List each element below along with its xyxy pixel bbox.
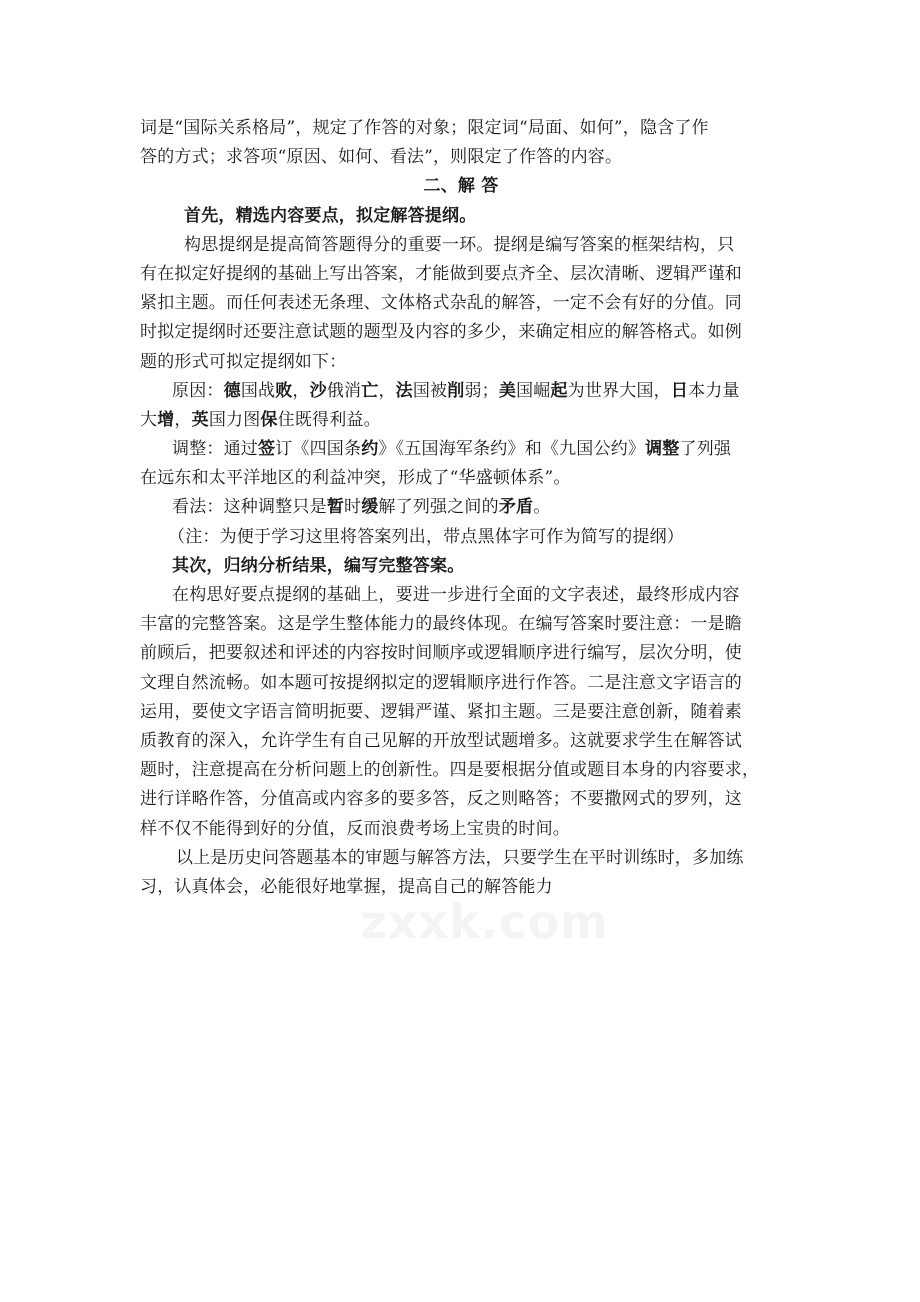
bold-text: 起 [550,380,568,401]
text-run: ， [174,409,192,430]
text-line [140,523,782,552]
text-line [140,260,782,289]
text-run: 题的形式可拟定提纲如下： [140,351,347,372]
text-line [140,464,782,493]
text-run: 大 [140,409,158,430]
text-line [140,639,782,668]
text-line [140,172,782,201]
bold-text: 缓 [361,497,379,518]
text-run: 时拟定提纲时还要注意试题的题型及内容的多少，来确定相应的解答格式。如例 [140,322,742,343]
bold-text: 矛盾 [498,497,534,518]
text-run: 国崛 [516,380,551,401]
text-run: 。 [533,497,551,518]
text-run: 原因： [172,380,224,401]
text-run: 看法：这种调整只是 [172,497,327,518]
text-run: 在构思好要点提纲的基础上，要进一步进行全面的文字表述，最终形成内容 [172,585,740,605]
bold-text: 保 [260,409,278,430]
text-line [140,348,782,377]
bold-text: 亡 [361,380,379,401]
text-run: 习，认真体会，必能很好地掌握，提高自己的解答能力 [140,876,553,897]
text-run: 住既得利益。 [277,409,381,430]
bold-text: 法 [395,380,413,401]
text-line [140,698,782,727]
bold-text: 签 [258,439,276,460]
text-run: 时 [344,497,362,518]
text-run: 样不仅不能得到好的分值，反而浪费考场上宝贵的时间。 [140,818,570,839]
text-run: 弱； [464,380,499,401]
bold-text: 二、解 答 [423,176,499,197]
text-line [140,289,782,318]
text-line [140,114,782,143]
text-run: 题时，注意提高在分析问题上的创新性。四是要根据分值或题目本身的内容要求， [140,760,760,781]
bold-text: 首先，精选内容要点，拟定解答提纲。 [184,205,477,226]
text-run: 国被 [412,380,448,401]
text-run: 丰富的完整答案。这是学生整体能力的最终体现。在编写答案时要注意：一是瞻 [140,614,742,635]
text-run: 答的方式；求答项“原因、如何、看法”，则限定了作答的内容。 [140,147,623,168]
text-run: ， [292,380,310,401]
watermark: zxxk.com [360,895,609,949]
text-line [140,143,782,172]
bold-text: 暂 [326,497,345,518]
text-line [140,435,782,464]
text-line [140,406,782,435]
text-line [140,493,782,522]
text-run: 紧扣主题。而任何表述无条理、文体格式杂乱的解答，一定不会有好的分值。同 [140,293,742,314]
text-run: （注：为便于学习这里将答案列出，带点黑体字可作为简写的提纲） [168,526,684,547]
text-line [140,610,782,639]
text-line [140,581,782,610]
text-run: 了列强 [679,439,732,460]
text-run: 前顾后，把要叙述和评述的内容按时间顺序或逻辑顺序进行编写，层次分明，使 [140,643,742,664]
text-line [140,844,782,873]
text-line [140,756,782,785]
text-run: 词是“国际关系格局”，规定了作答的对象；限定词“局面、如何”，隐含了作 [140,118,709,138]
text-run: 俄消 [326,380,362,401]
text-line [140,815,782,844]
text-line [140,552,782,581]
bold-text: 调整 [645,439,680,460]
bold-text: 英 [191,409,209,430]
text-run: 》《五国海军条约》和《九国公约》 [378,439,646,460]
bold-text: 约 [361,439,379,460]
bold-text: 败 [275,380,293,401]
text-run: 进行详略作答，分值高或内容多的要多答，反之则略答；不要撒网式的罗列，这 [140,789,742,810]
text-run: 调整：通过 [172,439,258,460]
text-line [140,318,782,347]
text-run: 文理自然流畅。如本题可按提纲拟定的逻辑顺序进行作答。二是注意文字语言的 [140,672,742,693]
text-run: 以上是历史问答题基本的审题与解答方法，只要学生在平时训练时，多加练 [176,847,744,868]
text-run: 有在拟定好提纲的基础上写出答案，才能做到要点齐全、层次清晰、逻辑严谨和 [140,263,742,284]
bold-text: 沙 [309,380,327,401]
text-line [140,727,782,756]
text-line [140,377,782,406]
text-line [140,785,782,814]
bold-text: 削 [447,380,465,401]
bold-text: 日 [670,380,689,401]
bold-text: 增 [157,409,175,430]
text-run: 构思提纲是提高简答题得分的重要一环。提纲是编写答案的框架结构，只 [184,234,735,255]
text-line [140,202,782,231]
text-line [140,231,782,260]
document-body [140,114,782,902]
text-line [140,669,782,698]
text-run: 订《四国条 [275,439,362,460]
bold-text: 其次，归纳分析结果，编写完整答案。 [172,555,465,576]
text-run: 运用，要使文字语言简明扼要、逻辑严谨、紧扣主题。三是要注意创新，随着素 [140,701,742,722]
text-run: 质教育的深入，允许学生有自己见解的开放型试题增多。这就要求学生在解答试 [140,730,742,751]
text-run: 国战 [240,380,276,401]
text-run: 在远东和太平洋地区的利益冲突，形成了“华盛顿体系”。 [140,468,571,489]
text-run: 解了列强之间的 [378,497,499,518]
bold-text: 美 [498,380,517,401]
text-run: 本力量 [688,380,740,401]
bold-text: 德 [223,380,241,401]
text-run: 为世界大国， [567,380,671,401]
text-run: ， [378,380,396,401]
text-run: 国力图 [208,409,261,430]
